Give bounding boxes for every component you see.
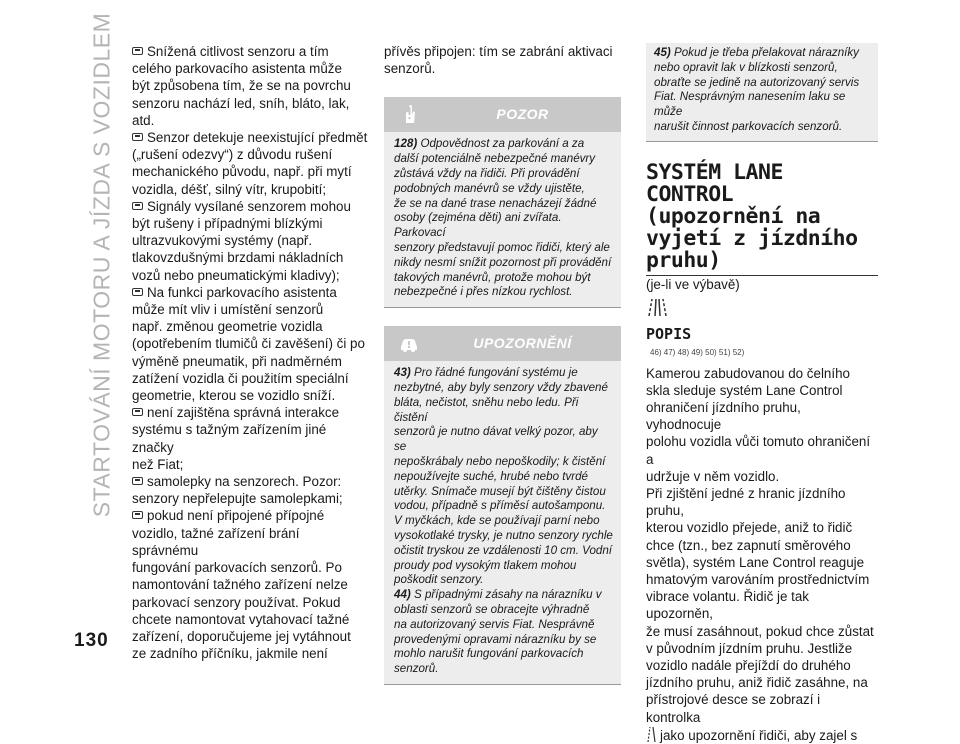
body-line bbox=[132, 370, 368, 387]
note-line bbox=[654, 46, 870, 61]
note-line bbox=[394, 559, 613, 574]
bullet-icon bbox=[132, 408, 143, 416]
note-line bbox=[394, 455, 613, 470]
body-line-text: chcete namontovat vytahovací tažné bbox=[132, 611, 350, 627]
body-line-text: systému s tažným zařízením jiné značky bbox=[132, 422, 327, 455]
caution-box bbox=[384, 97, 621, 308]
section-title-line: (upozornění na bbox=[646, 203, 821, 229]
body-line-text: Snížená citlivost senzoru a tím bbox=[147, 44, 329, 59]
bullet-icon bbox=[132, 477, 143, 485]
note-line bbox=[394, 470, 613, 485]
body-line bbox=[132, 525, 368, 559]
body-line-text: parkovací senzory používat. Pokud bbox=[132, 594, 341, 610]
notice-text bbox=[384, 361, 621, 684]
note-line bbox=[394, 396, 613, 426]
note-line bbox=[394, 256, 613, 271]
body-line-text: Na funkci parkovacího asistenta bbox=[147, 284, 337, 300]
body-line bbox=[132, 335, 368, 352]
section-title-line: CONTROL bbox=[646, 181, 734, 207]
note-line bbox=[394, 167, 613, 182]
body-line bbox=[132, 215, 368, 232]
body-line-text: senzoru nachází led, sníh, bláto, lak, bbox=[132, 95, 350, 111]
body-line: Kamerou zabudovanou do čelního bbox=[646, 365, 850, 381]
body-line bbox=[132, 353, 368, 370]
body-line: chce (tzn., bez zapnutí směrového bbox=[646, 537, 851, 553]
body-line-text: ze zadního příčníku, jakmile není bbox=[132, 646, 328, 662]
body-line: světla), systém Lane Control reaguje bbox=[646, 554, 865, 570]
note-line-text: Fiat. Nesprávným nanesením laku se může bbox=[654, 90, 846, 119]
note-line bbox=[394, 137, 613, 152]
body-line-text: tlakovzdušnými brzdami nákladních bbox=[132, 250, 344, 266]
caution-title: POZOR bbox=[496, 106, 549, 123]
body-line bbox=[132, 421, 368, 455]
note-line-text: nepoškrábaly nebo nepoškodily; k čistění bbox=[394, 454, 606, 468]
chapter-title: STARTOVÁNÍ MOTORU A JÍZDA S VOZIDLEM bbox=[88, 12, 115, 518]
body-line: přístrojové desce se zobrazí i kontrolka bbox=[646, 692, 821, 725]
note-line-text: provedenými opravami nárazníku by se bbox=[394, 632, 597, 646]
body-line bbox=[132, 181, 368, 198]
body-line-text: senzory nepřelepujte samolepkami; bbox=[132, 491, 343, 507]
body-line-text: (opotřebením tlumičů či zavěšení) či po bbox=[132, 336, 365, 352]
note-line bbox=[394, 381, 613, 396]
body-line-text: být způsobena tím, že se na povrchu bbox=[132, 78, 351, 94]
body-line bbox=[132, 456, 368, 473]
note-line bbox=[394, 514, 613, 529]
body-line-text: („rušení odezvy“) z důvodu rušení bbox=[132, 147, 333, 163]
notice-box bbox=[384, 326, 621, 685]
note-line bbox=[394, 544, 613, 559]
note-line-text: takových manévrů, protože mohou být bbox=[394, 270, 591, 284]
column-2 bbox=[384, 43, 621, 685]
body-line bbox=[132, 267, 368, 284]
body-line-text: výměně pneumatik, při nadměrném bbox=[132, 353, 342, 369]
notice-header bbox=[384, 326, 621, 361]
body-line: udržuje v něm vozidlo. bbox=[646, 468, 780, 484]
body-line bbox=[132, 473, 368, 490]
note-line-text: další potenciálně nebezpečné manévry bbox=[394, 152, 596, 166]
note-line-text: vodou, případně s příměsí autošamponu. bbox=[394, 499, 606, 513]
body-line bbox=[132, 77, 368, 94]
body-line bbox=[132, 387, 368, 404]
note-line-text: senzory představují pomoc řidiči, který ale bbox=[394, 240, 610, 254]
note-number: 44) bbox=[394, 588, 411, 602]
body-line bbox=[132, 559, 368, 576]
body-line bbox=[132, 318, 368, 335]
note-line bbox=[654, 90, 870, 120]
note-line-text: senzorů je nutno dávat velký pozor, aby se bbox=[394, 425, 598, 454]
intro-line: senzorů. bbox=[384, 61, 436, 77]
body-line: skla sleduje systém Lane Control bbox=[646, 382, 843, 398]
note-line-text: Pro řádné fungování systému je bbox=[414, 366, 578, 380]
note-line-text: obraťte se jedině na autorizovaný servis bbox=[654, 75, 860, 89]
note-line-text: nezbytné, aby byly senzory vždy zbavené bbox=[394, 380, 608, 394]
note-line bbox=[394, 211, 613, 241]
note-line-text: Odpovědnost za parkování a za bbox=[420, 137, 585, 151]
bullet-icon bbox=[132, 511, 143, 519]
body-line-text: zařízení, doporučujeme jej vytáhnout bbox=[132, 628, 351, 644]
note-line-text: poškodit senzory. bbox=[394, 573, 484, 587]
note-line-text: mohlo narušit fungování parkovacích bbox=[394, 647, 584, 661]
note-line bbox=[394, 662, 613, 677]
body-line bbox=[132, 301, 368, 318]
note-box bbox=[646, 43, 878, 142]
body-line-text: může mít vliv i umístění senzorů bbox=[132, 302, 324, 318]
lane-warning-light-icon bbox=[646, 726, 657, 743]
body-line bbox=[132, 249, 368, 266]
bullet-icon bbox=[132, 202, 143, 210]
note-line bbox=[394, 152, 613, 167]
note-line-text: že se na dané trase nenacházejí žádné bbox=[394, 196, 597, 210]
body-line bbox=[132, 611, 368, 628]
note-line-text: Pokud je třeba přelakovat nárazníky bbox=[674, 46, 859, 59]
note-line bbox=[654, 76, 870, 91]
note-line bbox=[394, 285, 613, 300]
body-line-text: ultrazvukovými systémy (např. bbox=[132, 233, 313, 249]
body-line bbox=[132, 284, 368, 301]
body-line-text: vozidlo, tažné zařízení brání správnému bbox=[132, 525, 300, 558]
availability-note: (je-li ve výbavě) bbox=[646, 276, 740, 292]
note-line-text: oblasti senzorů se obracejte výhradně bbox=[394, 602, 590, 616]
note-line-text: osoby (zejména děti) ani zvířata. Parkovací bbox=[394, 211, 562, 240]
note-line bbox=[394, 618, 613, 633]
body-line-text: fungování parkovacích senzorů. Po bbox=[132, 560, 342, 576]
body-line-text: není zajištěna správná interakce bbox=[147, 405, 340, 421]
note-line-text: očistit tryskou ze vzdálenosti 10 cm. Vodní bbox=[394, 543, 613, 557]
note-line-text: bláta, nečistot, sněhu nebo ledu. Při čistění bbox=[394, 395, 579, 424]
body-line-text: Signály vysílané senzorem mohou bbox=[147, 198, 351, 214]
note-number: 45) bbox=[654, 46, 671, 59]
body-line-text: Senzor detekuje neexistující předmět bbox=[147, 130, 368, 146]
caution-header bbox=[384, 97, 621, 132]
note-line-text: senzorů. bbox=[394, 662, 439, 676]
column-1 bbox=[132, 43, 368, 662]
chapter-sidebar bbox=[88, 12, 116, 518]
bullet-icon bbox=[132, 288, 143, 296]
note-line bbox=[654, 61, 870, 76]
body-line-text: vozů nebo pneumatickými kladivy); bbox=[132, 267, 340, 283]
body-line bbox=[132, 146, 368, 163]
note-line-text: proudy pod vysokým tlakem mohou bbox=[394, 558, 577, 572]
notice-title: UPOZORNĚNÍ bbox=[473, 335, 572, 352]
note-line-text: vysokotlaké trysky, je nutno senzory rychle bbox=[394, 528, 613, 542]
body-line bbox=[132, 576, 368, 593]
body-line: ohraničení jízdního pruhu, vyhodnocuje bbox=[646, 400, 801, 433]
note-line-text: podobných manévrů se vždy ujistěte, bbox=[394, 181, 585, 195]
body-line-text: mechanického původu, např. při mytí bbox=[132, 164, 352, 180]
page-number: 130 bbox=[74, 630, 109, 651]
bullet-icon bbox=[132, 133, 143, 141]
body-line bbox=[646, 726, 878, 744]
section-title-line: SYSTÉM LANE bbox=[646, 159, 783, 185]
body-line: v původním jízdním pruhu. Jestliže bbox=[646, 640, 853, 656]
body-line bbox=[132, 43, 368, 60]
body-line-text: celého parkovacího asistenta může bbox=[132, 61, 342, 77]
note-number: 128) bbox=[394, 137, 418, 151]
body-line bbox=[132, 129, 368, 146]
body-line: polohu vozidla vůči tomuto ohraničení a bbox=[646, 434, 871, 467]
intro-line: přívěs připojen: tím se zabrání aktivaci bbox=[384, 44, 613, 59]
lane-control-icon bbox=[646, 296, 670, 318]
note-line bbox=[394, 197, 613, 212]
section-title-line: pruhu) bbox=[646, 247, 721, 273]
body-line-text: zatížení vozidla či použitím speciální bbox=[132, 370, 349, 386]
body-line-text: jako upozornění řidiči, aby zajel s bbox=[660, 727, 858, 743]
popis-heading: POPIS bbox=[646, 325, 692, 344]
note-number: 43) bbox=[394, 366, 411, 380]
note-line bbox=[394, 573, 613, 588]
note-line bbox=[394, 182, 613, 197]
body-line: kterou vozidlo přejede, aniž to řidič bbox=[646, 520, 853, 536]
body-line-text: pokud není připojené přípojné bbox=[147, 508, 325, 524]
body-line bbox=[132, 507, 368, 524]
note-line-text: nebo opravit lak v blízkosti senzorů, bbox=[654, 60, 838, 74]
body-line bbox=[132, 645, 368, 662]
body-line-text: být rušeny i případnými blízkými bbox=[132, 216, 323, 232]
body-line-text: geometrie, kterou se vozidlo sníží. bbox=[132, 388, 336, 404]
body-line bbox=[132, 628, 368, 645]
body-line-text: vozidla, déšť, silný vítr, krupobití; bbox=[132, 181, 327, 197]
note-line bbox=[394, 588, 613, 603]
body-line bbox=[132, 60, 368, 77]
body-line bbox=[132, 163, 368, 180]
body-line: že musí zasáhnout, pokud chce zůstat bbox=[646, 623, 874, 639]
note-line-text: narušit činnost parkovacích senzorů. bbox=[654, 119, 843, 133]
body-line bbox=[132, 490, 368, 507]
note-line bbox=[394, 241, 613, 256]
note-line bbox=[394, 485, 613, 500]
note-line bbox=[654, 120, 870, 135]
bullet-icon bbox=[132, 47, 143, 55]
body-line-text: než Fiat; bbox=[132, 456, 184, 472]
section-title-line: vyjetí z jízdního bbox=[646, 225, 858, 251]
note-line-text: S případnými zásahy na nárazníku v bbox=[414, 588, 602, 602]
note-line bbox=[394, 603, 613, 618]
body-line-text: samolepky na senzorech. Pozor: bbox=[147, 474, 342, 490]
body-line-text: např. změnou geometrie vozidla bbox=[132, 319, 323, 335]
reference-numbers: 46) 47) 48) 49) 50) 51) 52) bbox=[650, 348, 745, 358]
section-title bbox=[646, 159, 878, 276]
note-line-text: utěrky. Snímače musejí být čištěny čistou bbox=[394, 484, 606, 498]
body-line: vibrace volantu. Řidič je tak upozorněn, bbox=[646, 589, 809, 622]
caution-text bbox=[384, 132, 621, 307]
note-line bbox=[394, 647, 613, 662]
note-line bbox=[394, 529, 613, 544]
body-line bbox=[132, 95, 368, 112]
body-line bbox=[132, 594, 368, 611]
note-line bbox=[394, 366, 613, 381]
column-3 bbox=[646, 43, 878, 744]
note-line-text: zůstává vždy na řidiči. Při provádění bbox=[394, 167, 580, 180]
body-line: hmatovým varováním prostřednictvím bbox=[646, 572, 870, 588]
note-line bbox=[394, 271, 613, 286]
body-line bbox=[132, 198, 368, 215]
note-line-text: V myčkách, kde se používají parní nebo bbox=[394, 514, 600, 528]
body-line: jízdního pruhu, aniž řidič zasáhne, na bbox=[646, 675, 868, 691]
note-line-text: na autorizovaný servis Fiat. Nesprávně bbox=[394, 617, 595, 631]
note-line bbox=[394, 425, 613, 455]
note-line-text: nebezpečné i přes nízkou rychlost. bbox=[394, 285, 573, 299]
body-line bbox=[132, 232, 368, 249]
body-line: Při zjištění jedné z hranic jízdního pruhu, bbox=[646, 486, 846, 519]
body-line-text: atd. bbox=[132, 112, 155, 128]
body-line bbox=[132, 112, 368, 129]
body-line bbox=[132, 404, 368, 421]
note-line bbox=[394, 499, 613, 514]
body-line-text: namontování tažného zařízení nelze bbox=[132, 577, 348, 593]
note-line bbox=[394, 633, 613, 648]
note-line-text: nikdy nesmí snížit pozornost při provádění bbox=[394, 255, 612, 269]
description-text bbox=[646, 365, 878, 726]
note-line-text: nepoužívejte suché, hrubé nebo tvrdé bbox=[394, 469, 589, 483]
body-line: vozidlo nadále přejíždí do druhého bbox=[646, 658, 851, 674]
